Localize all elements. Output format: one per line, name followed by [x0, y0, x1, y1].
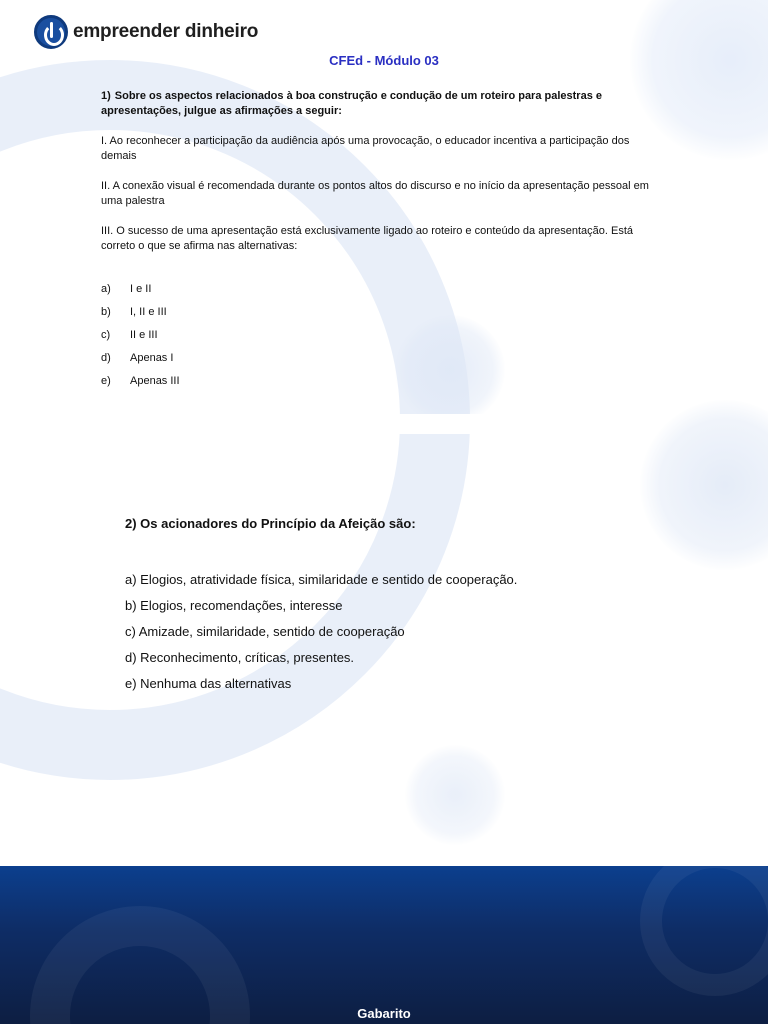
footer-watermark-ring	[640, 866, 768, 996]
option-c: c) Amizade, similaridade, sentido de cooperação	[125, 624, 405, 639]
question-1-text: Sobre os aspectos relacionados à boa construção e condução de um roteiro para palestras e apresentações, julgue as afirmações a seguir:	[101, 90, 602, 117]
option-e: e) Nenhuma das alternativas	[125, 676, 292, 691]
statement-2: II. A conexão visual é recomendada durante os pontos altos do discurso e no início da apresentação pessoal em uma palestra	[101, 180, 649, 207]
statement-3: III. O sucesso de uma apresentação está exclusivamente ligado ao roteiro e conteúdo da apresentação. Está correto o que se afirma nas alternativas:	[101, 225, 633, 252]
option-text: Apenas I	[130, 352, 174, 364]
brand-logo-icon	[34, 15, 68, 49]
option-letter: c)	[101, 329, 111, 341]
answer-key-heading: Gabarito	[357, 1006, 411, 1021]
brand-logo	[34, 13, 258, 51]
question-1-prompt	[101, 89, 666, 119]
question-1	[101, 89, 666, 397]
option-text: I, II e III	[130, 306, 167, 318]
statement-1: I. Ao reconhecer a participação da audiência após uma provocação, o educador incentiva a participação dos demais	[101, 135, 630, 162]
option-a: a) Elogios, atratividade física, similaridade e sentido de cooperação.	[125, 572, 518, 587]
page-separator	[0, 414, 640, 434]
option-d: d) Reconhecimento, críticas, presentes.	[125, 650, 355, 665]
document-title: CFEd - Módulo 03	[329, 53, 439, 68]
question-2-prompt: 2) Os acionadores do Princípio da Afeição são:	[125, 516, 416, 531]
question-2-options	[125, 572, 685, 702]
question-2	[125, 516, 685, 702]
option-letter: a)	[101, 283, 111, 295]
option-letter: d)	[101, 352, 111, 364]
option-text: Apenas III	[130, 375, 180, 387]
option-e	[101, 374, 666, 397]
question-1-options	[101, 282, 666, 397]
background-watermark-logo	[405, 745, 505, 845]
option-d	[101, 351, 666, 374]
option-letter: e)	[101, 375, 111, 387]
brand-name: empreender dinheiro	[73, 21, 259, 42]
option-a	[101, 282, 666, 305]
option-c	[101, 328, 666, 351]
option-text: I e II	[130, 283, 152, 295]
footer-band	[0, 866, 768, 1024]
option-b	[101, 305, 666, 328]
option-letter: b)	[101, 306, 111, 318]
option-text: II e III	[130, 329, 158, 341]
question-1-number: 1)	[101, 90, 111, 102]
option-b: b) Elogios, recomendações, interesse	[125, 598, 343, 613]
